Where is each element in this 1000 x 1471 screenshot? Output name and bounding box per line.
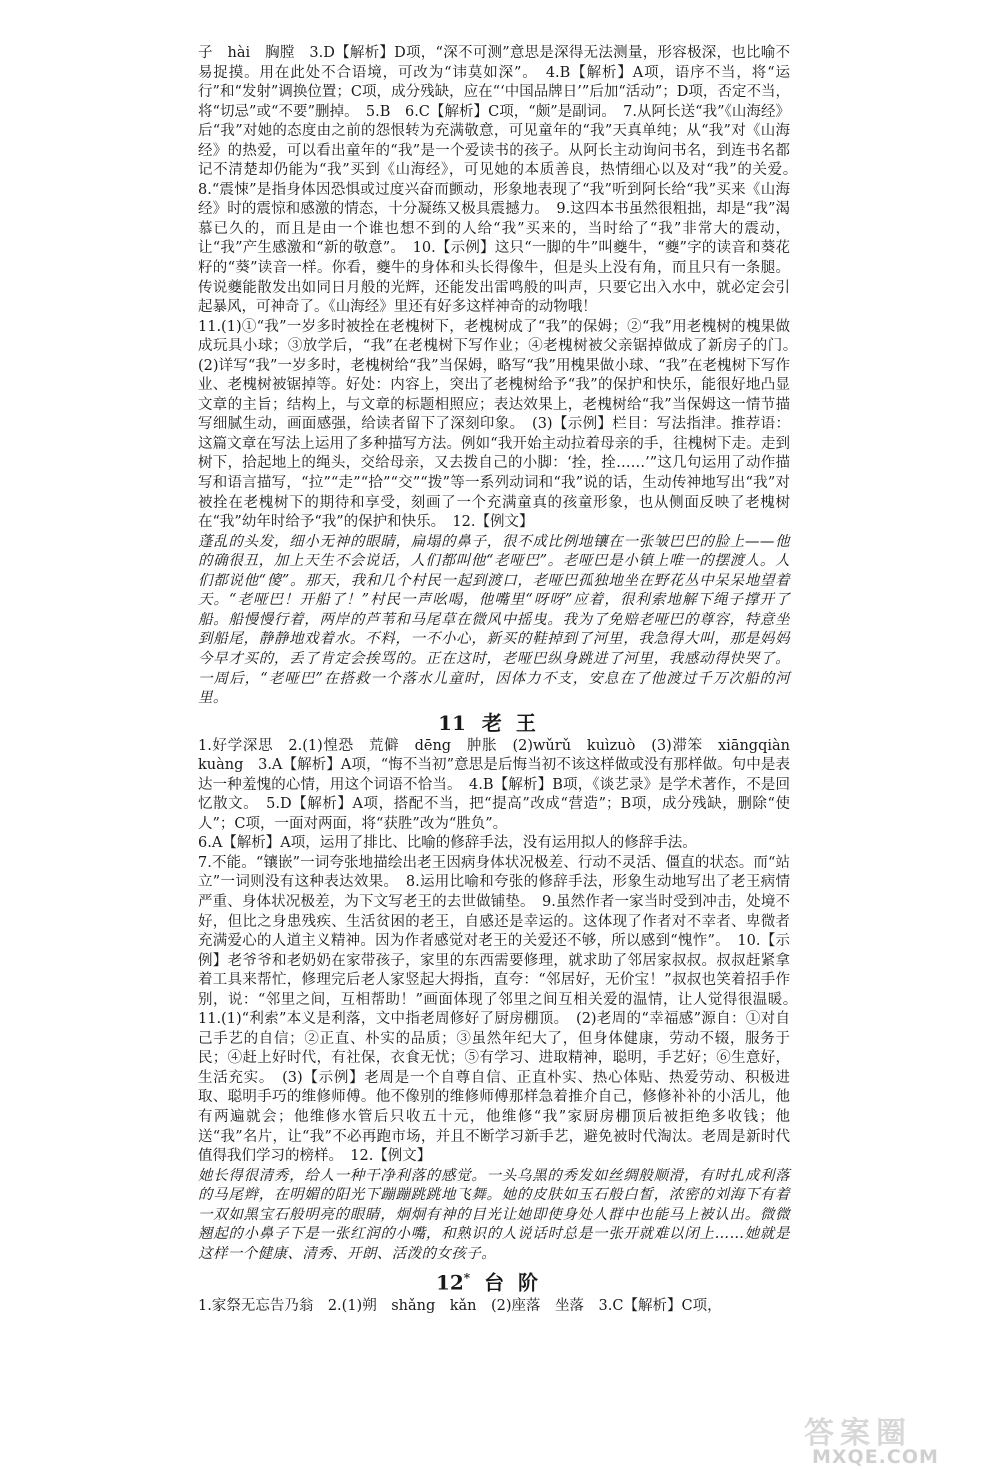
lesson11-heading bbox=[198, 709, 790, 737]
watermark-url: MXQE.COM bbox=[812, 1446, 939, 1468]
answer-column bbox=[198, 44, 805, 1317]
lesson10-example-essay: 蓬乱的头发，细小无神的眼睛，扁塌的鼻子，很不成比例地镶在一张皱巴巴的脸上——他的确很丑，加上天生不会说话，人们都叫他“老哑巴”。老哑巴是小镇上唯一的摆渡人。人们都说他“傻”。那天，我和几个村民一起到渡口，老哑巴孤独地坐在野花丛中呆呆地望着天。“老哑巴！开船了！”村民一声吆喝，他嘴里“呀呀”应着，很利索地解下绳子撑开了船。船慢慢行着，两岸的芦苇和马尾草在微风中摇曳。我为了免赔老哑巴的尊容，特意坐到船尾，静静地戏着水。不料，一不小心，新买的鞋掉到了河里，我急得大叫，那是妈妈今早才买的，丢了肯定会挨骂的。正在这时，老哑巴纵身跳进了河里，我感动得快哭了。一周后，“老哑巴”在搭救一个落水儿童时，因体力不支，安息在了他渡过千万次船的河里。 bbox=[198, 533, 790, 707]
lesson11-answers-part1: 1.好学深思 2.(1)惶恐 荒僻 dēng 肿胀 (2)wǔrǔ kuìzuò (3)滞笨 xiāngqiàn kuàng 3.A【解析】A项，“悔不当初”意思是后悔当初不该这样做或没有那样做。句中是表达一种羞愧的心情，用这个词语不恰当。 4.B【解析】B项，《谈艺录》是学术著作，不是回忆散文。 5.D【解析】A项，搭配不当，把“提高”改成“营造”；B项，成分残缺，删除“使人”；C项，一面对两面，将“获胜”改为“胜负”。 bbox=[198, 737, 805, 832]
lesson10-answers-part2: 11.(1)①“我”一岁多时被拴在老槐树下，老槐树成了“我”的保姆；②“我”用老槐树的槐果做成玩具小球；③放学后，“我”在老槐树下写作业；④老槐树被父亲锯掉做成了新房子的门。 (2)详写“我”一岁多时，老槐树给“我”当保姆，略写“我”用槐果做小球、“我”在老槐树下写作业、老槐树被锯掉等。好处：内容上，突出了老槐树给予“我”的保护和快乐，能很好地凸显文章的主旨；结构上，与文章的标题相照应；表达效果上，老槐树给“我”当保姆这一情节描写细腻生动，画面感强，给读者留下了深刻印象。 (3)【示例】栏目：写法指津。推荐语：这篇文章在写法上运用了多种描写方法。例如“我开始主动拉着母亲的手，往槐树下走。走到树下，拾起地上的绳头，交给母亲，又去拨自己的小脚：‘拴，拴……’”这几句运用了动作描写和语言描写，“拉”“走”“拾”“交”“拨”等一系列动词和“我”说的话，生动传神地写出“我”对被拴在老槐树下的期待和享受，刻画了一个充满童真的孩童形象，也从侧面反映了老槐树在“我”幼年时给予“我”的保护和快乐。 12.【例文】 bbox=[198, 318, 805, 531]
watermark-logo: 答案圈 bbox=[804, 1416, 912, 1451]
lesson10-answers-part1: 子 hài 胸膛 3.D【解析】D项，“深不可测”意思是深得无法测量，形容极深，也比喻不易捉摸。用在此处不合语境，可改为“讳莫如深”。 4.B【解析】A项，语序不当，将“运行”和“发射”调换位置；C项，成分残缺，应在“‘中国品牌日’”后加“活动”；D项，否定不当，将“切忌”或“不要”删掉。 5.B 6.C【解析】C项，“颇”是副词。 7.从阿长送“我”《山海经》后“我”对她的态度由之前的怨恨转为充满敬意，可见童年的“我”天真单纯；从“我”对《山海经》的热爱，可以看出童年的“我”是一个爱读书的孩子。从阿长主动询问书名，到连书名都记不清楚却仍能为“我”买到《山海经》，可见她的本质善良，热情细心以及对“我”的关爱。 8.“震悚”是指身体因恐惧或过度兴奋而颤动，形象地表现了“我”听到阿长给“我”买来《山海经》时的震惊和感激的情态，十分凝练又极具震撼力。 9.这四本书虽然很粗拙，却是“我”渴慕已久的，而且是由一个谁也想不到的人给“我”买来的，当时给了“我”非常大的震动，让“我”产生感激和“新的敬意”。 10.【示例】这只“一脚的牛”叫夔牛，“夔”字的读音和葵花籽的“葵”读音一样。你看，夔牛的身体和头长得像牛，但是头上没有角，而且只有一条腿。传说夔能散发出如同日月般的光辉，还能发出雷鸣般的叫声，只要它出入水中，就必定会引起暴风，可神奇了。《山海经》里还有好多这样神奇的动物哦！ bbox=[198, 45, 805, 316]
lesson11-answers-part2: 6.A【解析】A项，运用了排比、比喻的修辞手法，没有运用拟人的修辞手法。 bbox=[198, 835, 697, 852]
lesson12-number: 12 bbox=[435, 1271, 464, 1296]
lesson11-number: 11 bbox=[438, 710, 466, 735]
lesson11-title: 老王 bbox=[481, 710, 550, 735]
lesson12-answers-part1: 1.家祭无忘告乃翁 2.(1)朔 shǎng kǎn (2)座落 坐落 3.C【解析】C项， bbox=[198, 1298, 722, 1315]
lesson11-answers-part3: 7.不能。“镶嵌”一词夸张地描绘出老王因病身体状况极差、行动不灵活、僵直的状态。而“站立”一词则没有这种表达效果。 8.运用比喻和夸张的修辞手法，形象生动地写出了老王病情严重、身体状况极差，为下文写老王的去世做铺垫。 9.虽然作者一家当时受到冲击，处境不好，但比之身患残疾、生活贫困的老王，自感还是幸运的。这体现了作者对不幸者、卑微者充满爱心的人道主义精神。因为作者感觉对老王的关爱还不够，所以感到“愧怍”。 10.【示例】老爷爷和老奶奶在家带孩子，家里的东西需要修理，就求助了邻居家叔叔。叔叔赶紧拿着工具来帮忙，修理完后老人家竖起大拇指，直夸：“邻居好，无价宝！”叔叔也笑着招手作别，说：“邻里之间，互相帮助！”画面体现了邻里之间互相关爱的温情，让人觉得很温暖。 11.(1)“利索”本义是利落，文中指老周修好了厨房棚顶。 (2)老周的“幸福感”源自：①对自己手艺的自信；②正直、朴实的品质；③虽然年纪大了，但身体健康，劳动不辍，服务于民；④赶上好时代，有社保，衣食无忧；⑤有学习、进取精神，聪明，手艺好；⑥生意好，生活充实。 (3)【示例】老周是一个自尊自信、正直朴实、热心体贴、热爱劳动、积极进取、聪明手巧的维修师傅。他不像别的维修师傅那样急着推介自己，修修补补的小活儿，他有两遍就会；他维修水管后只收五十元，他维修“我”家厨房棚顶后被拒绝多收钱；他送“我”名片，让“我”不必再跑市场，并且不断学习新手艺，避免被时代淘汰。老周是新时代值得我们学习的榜样。 12.【例文】 bbox=[198, 854, 805, 1165]
lesson11-example-essay: 她长得很清秀，给人一种干净利落的感觉。一头乌黑的秀发如丝绸般顺滑，有时扎成利落的马尾辫，在明媚的阳光下蹦蹦跳跳地飞舞。她的皮肤如玉石般白皙，浓密的刘海下有着一双如黑宝石般明亮的眼睛，炯炯有神的目光让她即使身处人群中也能马上被认出。微微翘起的小鼻子下是一张红润的小嘴，和熟识的人说话时总是一张开就难以闭上……她就是这样一个健康、清秀、开朗、活泼的女孩子。 bbox=[198, 1167, 790, 1262]
lesson12-marker: * bbox=[463, 1271, 471, 1286]
lesson12-heading bbox=[198, 1264, 790, 1297]
lesson12-title: 台阶 bbox=[484, 1271, 553, 1296]
watermark bbox=[800, 1408, 996, 1468]
